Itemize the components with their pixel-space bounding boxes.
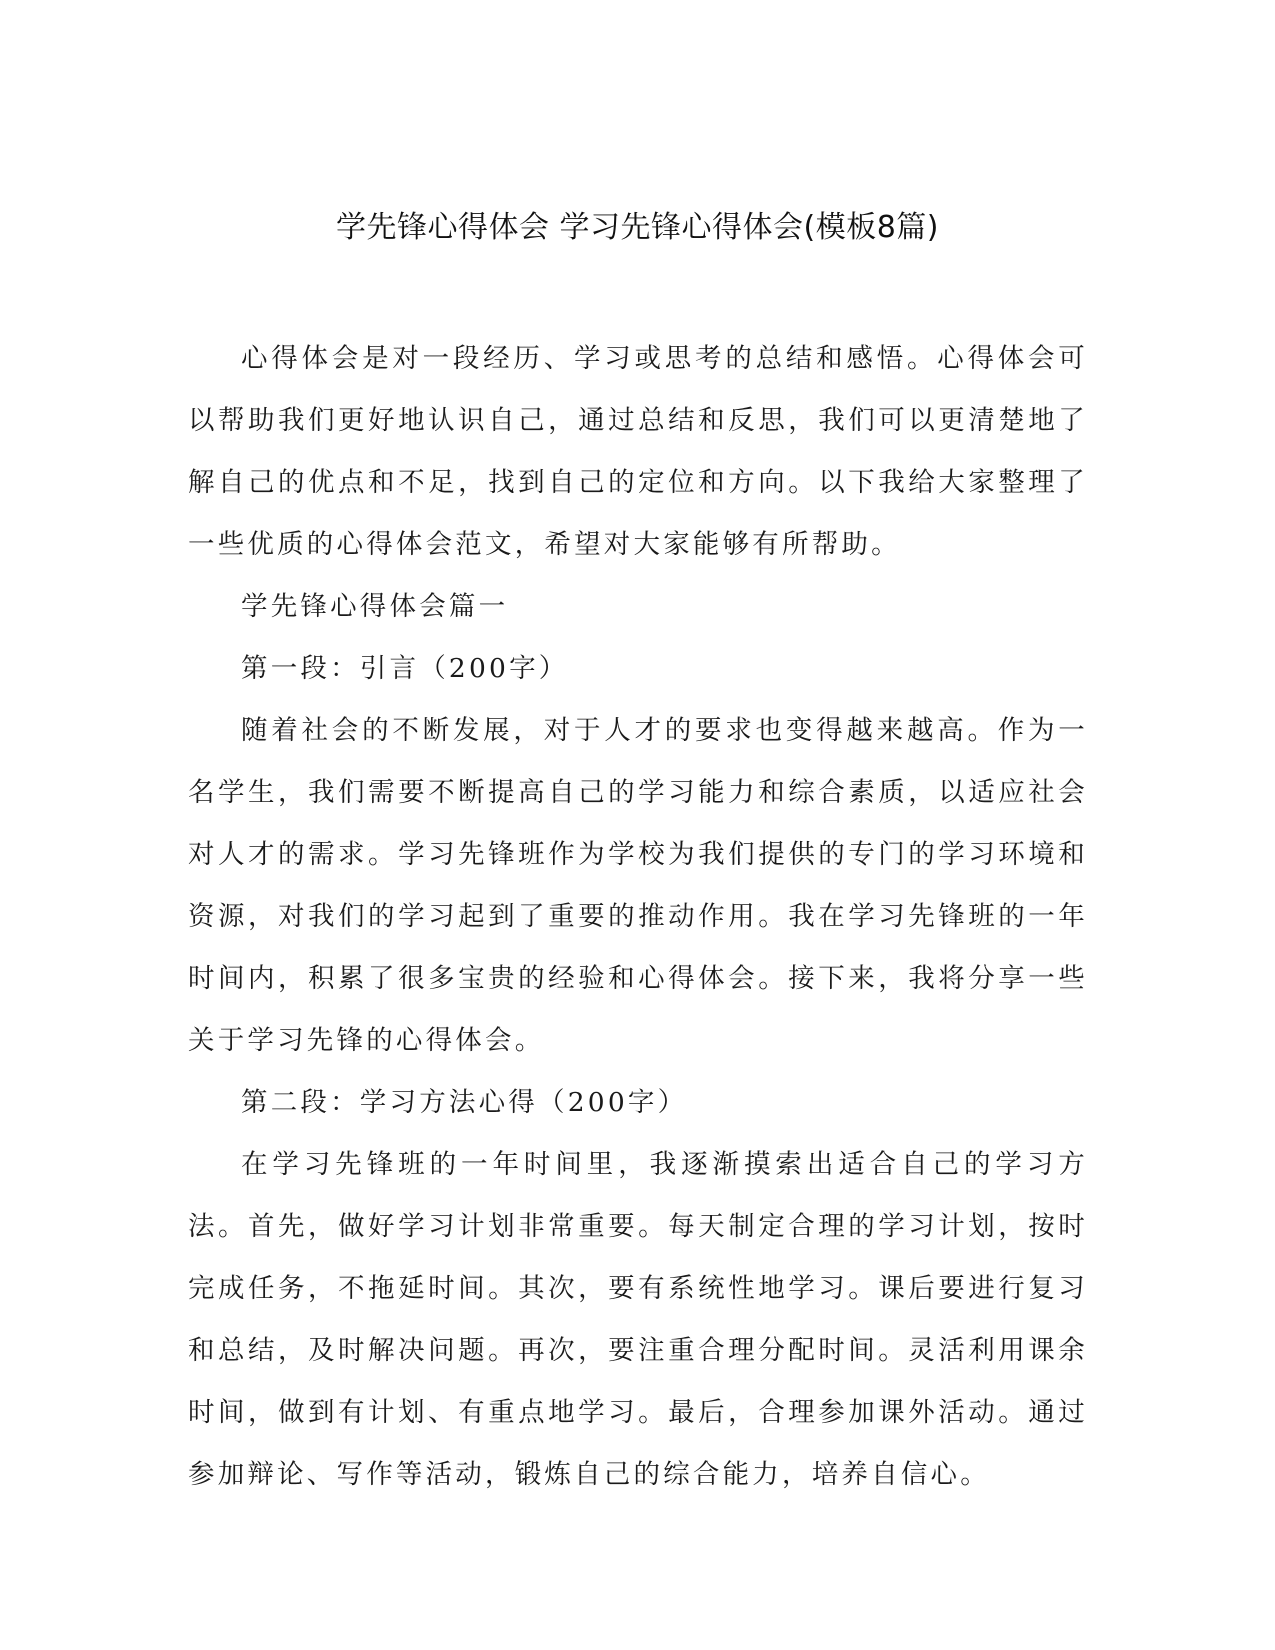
subsection-heading: 第二段：学习方法心得（200字）	[241, 1087, 688, 1118]
intro-paragraph: 心得体会是对一段经历、学习或思考的总结和感悟。心得体会可以帮助我们更好地认识自己，通过总结和反思，我们可以更清楚地了解自己的优点和不足，找到自己的定位和方向。以下我给大家整理了一些优质的心得体会范文，希望对大家能够有所帮助。	[188, 343, 1088, 560]
document-body	[188, 328, 1088, 1506]
body-paragraph: 在学习先锋班的一年时间里，我逐渐摸索出适合自己的学习方法。首先，做好学习计划非常重要。每天制定合理的学习计划，按时完成任务，不拖延时间。其次，要有系统性地学习。课后要进行复习和总结，及时解决问题。再次，要注重合理分配时间。灵活利用课余时间，做到有计划、有重点地学习。最后，合理参加课外活动。通过参加辩论、写作等活动，锻炼自己的综合能力，培养自信心。	[188, 1149, 1088, 1490]
section-heading: 学先锋心得体会篇一	[241, 591, 509, 622]
subsection-heading: 第一段：引言（200字）	[241, 653, 569, 684]
document-title: 学先锋心得体会 学习先锋心得体会(模板8篇)	[335, 210, 940, 245]
body-paragraph: 随着社会的不断发展，对于人才的要求也变得越来越高。作为一名学生，我们需要不断提高自己的学习能力和综合素质，以适应社会对人才的需求。学习先锋班作为学校为我们提供的专门的学习环境和资源，对我们的学习起到了重要的推动作用。我在学习先锋班的一年时间内，积累了很多宝贵的经验和心得体会。接下来，我将分享一些关于学习先锋的心得体会。	[188, 715, 1088, 1056]
